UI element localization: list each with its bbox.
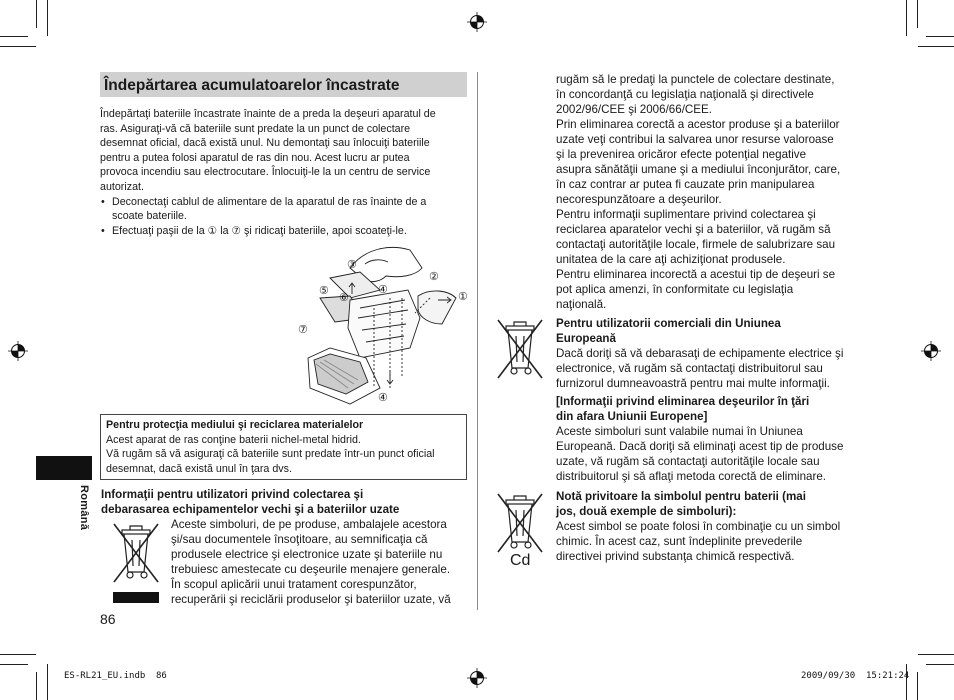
diagram-label: ⑤: [319, 285, 329, 297]
bullet-item: • Efectuaţi paşii de la ① la ⑦ şi ridicaţi bateriile, apoi scoateţi-le.: [100, 224, 470, 239]
registration-mark-icon: [921, 341, 941, 361]
registration-mark-icon: [467, 12, 487, 32]
battery-note-section: Notă privitoare la simbolul pentru baterii (mai jos, două exemple de simboluri): Acest simbol se poate folosi în combinaţie cu un simbol chimic. În acest caz, sunt îndeplinite prevederile directivei privind substanţa chimică respectivă.: [556, 490, 841, 563]
text-line: ras. Asiguraţi-vă că bateriile sunt predate la un punct de colectare: [100, 122, 411, 135]
environment-box: Pentru protecţia mediului şi reciclarea materialelor Acest aparat de ras conţine baterii nichel-metal hidrid. Vă rugăm să vă asiguraţi că bateriile sunt predate într-un punct oficial desemnat, dacă există unul în ţara dvs.: [100, 414, 467, 480]
footer-date: 2009/09/30: [801, 671, 856, 681]
users-info-title: Informaţii pentru utilizatori privind colectarea şi debarasarea echipamentelor vechi şi a bateriilor uzate: [101, 488, 400, 516]
commercial-section: Pentru utilizatorii comerciali din Uniunea Europeană Dacă doriţi să vă debarasaţi de echipamente electrice şi electronice, vă rugăm să contactaţi distribuitorul sau furnizorul dumneavoastră pentru mai multe informaţii.: [556, 317, 844, 390]
diagram-label: ⑦: [298, 324, 308, 336]
diagram-label: ②: [429, 271, 439, 283]
diagram-label: ③: [347, 259, 357, 271]
crossed-bin-icon: [108, 520, 164, 586]
shaver-diagram-icon: [290, 238, 470, 408]
intro-paragraph: [100, 107, 470, 238]
text-line: desemnat oficial, dacă există unul. Nu demontaţi sau înlocuiţi bateriile: [100, 137, 430, 150]
registration-mark-icon: [467, 668, 487, 688]
bullet-item: • Deconectaţi cablul de alimentare de la aparatul de ras înainte de a scoate bateriile.: [100, 195, 470, 224]
right-column-text: rugăm să le predaţi la punctele de colectare destinate, în concordanţă cu legislaţia naţională şi directivele 2002/96/CEE şi 2006/66/CEE. Prin eliminarea corectă a acestor produse şi a bateriilor uzate veţi contribui la salvarea unor resurse valoroase şi la prevenirea oricăror efecte potenţial negative asupra sănătăţii umane şi a mediului înconjurător, care, în caz contrar ar putea fi cauzate prin manipularea necorespunzătoare a deşeurilor. Pentru informaţii suplimentare privind colectarea şi reciclarea aparatelor vechi şi a bateriilor, vă rugăm să contactaţi autorităţile locale, firmele de salubrizare sau unitatea de la care aţi achiziţionat produsele. Pentru eliminarea incorectă a acestui tip de deşeuri se pot aplica amenzi, în conformitate cu legislaţia naţională.: [556, 73, 841, 311]
page-number: 86: [100, 611, 116, 627]
crossed-bin-icon: [492, 490, 548, 556]
crossed-bin-icon: [492, 316, 548, 382]
bin-underline-bar: [113, 592, 159, 603]
footer-file: ES-RL21_EU.indb: [64, 671, 146, 681]
text-line: provoca incendiu sau electrocutare. Înlocuiţi-le la un centru de service: [100, 166, 431, 179]
footer-time: 15:21:24: [866, 671, 910, 681]
text-line: Îndepărtaţi bateriile încastrate înainte de a preda la deşeuri aparatul de: [100, 108, 436, 120]
outside-eu-section: [Informaţii privind eliminarea deşeurilor în ţări din afara Uniunii Europene] Aceste simboluri sunt valabile numai în Uniunea Europeană. Dacă doriţi să eliminaţi acest tip de produse uzate, vă rugăm să contactaţi autorităţile locale sau distribuitorul şi să aflaţi metoda corectă de eliminare.: [556, 395, 844, 483]
diagram-label: ④: [378, 392, 388, 404]
diagram-label: ④: [378, 284, 388, 296]
text-line: pentru a putea folosi aparatul de ras din nou. Acest lucru ar putea: [100, 151, 410, 164]
diagram-label: ⑥: [339, 292, 349, 304]
language-label: Română: [78, 485, 90, 531]
registration-mark-icon: [8, 341, 28, 361]
chemical-symbol: Cd: [510, 552, 531, 569]
env-box-title: Pentru protecţia mediului şi reciclarea materialelor: [106, 419, 364, 431]
column-divider: [477, 72, 478, 610]
text-line: autorizat.: [100, 180, 144, 193]
language-tab: [36, 456, 92, 480]
diagram-label: ①: [458, 291, 468, 303]
section-title: Îndepărtarea acumulatoarelor încastrate: [100, 72, 467, 97]
users-info-body: Aceste simboluri, de pe produse, ambalajele acestora şi/sau documentele însoţitoare, au semnificaţia că produsele electrice şi electronice uzate şi bateriile nu trebuiesc amestecate cu deşeurile menajere generale. În scopul aplicării unui tratament corespunzător, recuperării şi reciclării produselor şi bateriilor uzate, vă: [171, 518, 451, 606]
footer-page: 86: [156, 671, 167, 681]
